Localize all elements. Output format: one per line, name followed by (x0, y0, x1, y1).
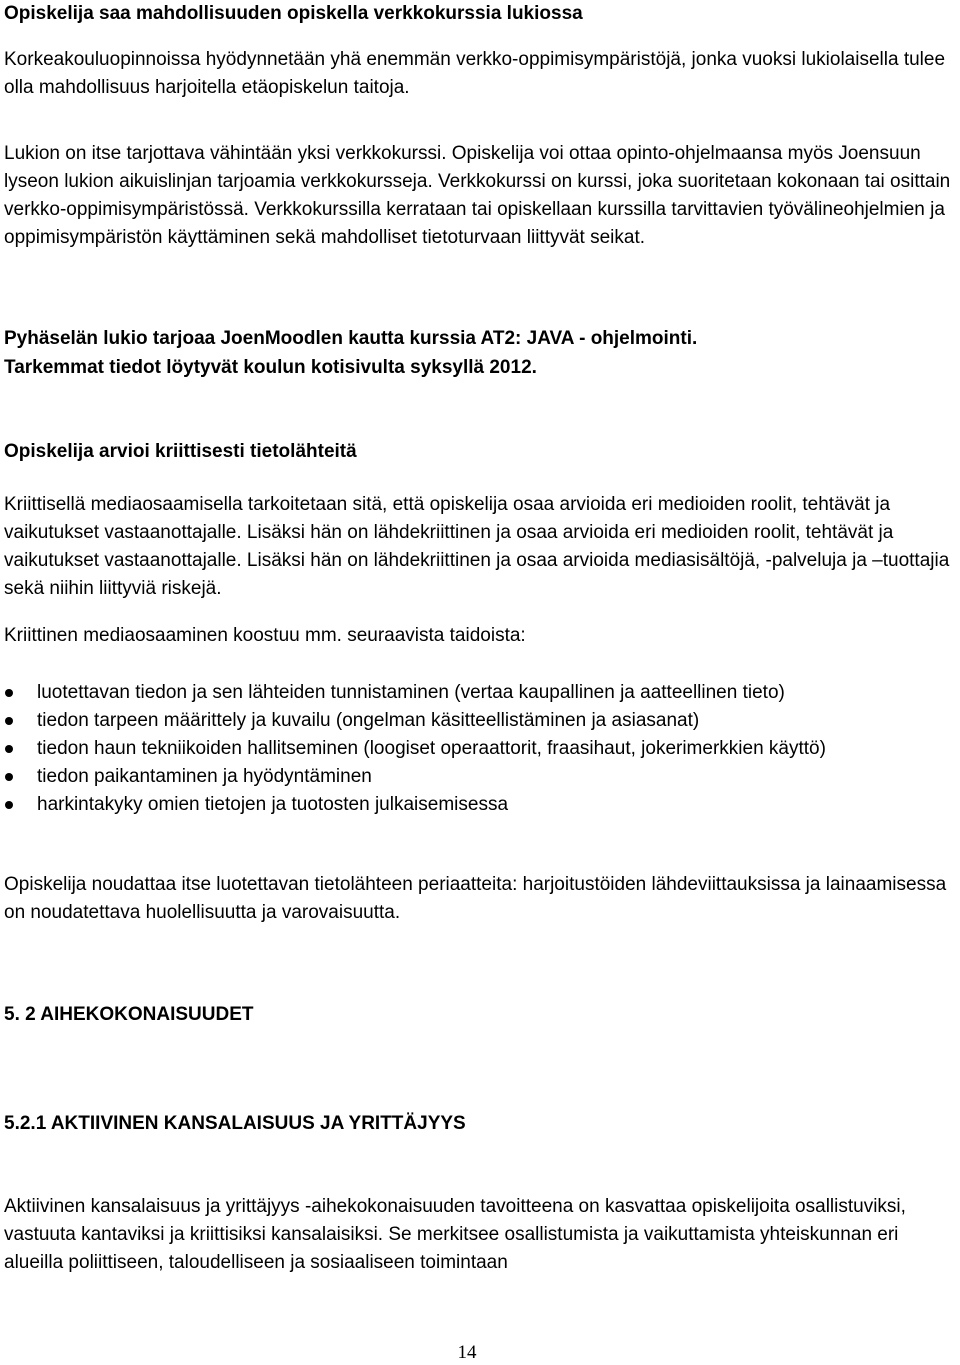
list-item: tiedon haun tekniikoiden hallitseminen (loogiset operaattorit, fraasihaut, jokerimerkkien käyttö) (4, 735, 954, 763)
list-item: tiedon tarpeen määrittely ja kuvailu (ongelman käsitteellistäminen ja asiasanat) (4, 707, 954, 735)
subchapter-heading-aktiivinen-kansalaisuus: 5.2.1 AKTIIVINEN KANSALAISUUS JA YRITTÄJYYS (4, 1113, 466, 1134)
note-more-info: Tarkemmat tiedot löytyvät koulun kotisivulta syksyllä 2012. (4, 357, 537, 378)
note-joenmoodle-course: Pyhäselän lukio tarjoaa JoenMoodlen kautta kurssia AT2: JAVA - ohjelmointi. (4, 328, 698, 349)
paragraph-aktiivinen-kansalaisuus: Aktiivinen kansalaisuus ja yrittäjyys -aihekokonaisuuden tavoitteena on kasvattaa opiskelijoita osallistuviksi, vastuuta kantaviksi ja kriittisiksi kansalaisiksi. Se merkitsee osallistumista ja vaikuttamista yhteiskunnan eri alueilla poliittiseen, taloudelliseen ja sosiaaliseen toimintaan (4, 1196, 906, 1273)
paragraph-verkko-oppimisymparistot: Korkeakouluopinnoissa hyödynnetään yhä enemmän verkko-oppimisympäristöjä, jonka vuoksi lukiolaisella tulee olla mahdollisuus harjoitella etäopiskelun taitoja. (4, 49, 946, 98)
list-item: tiedon paikantaminen ja hyödyntäminen (4, 763, 954, 791)
paragraph-luotettava-lahde: Opiskelija noudattaa itse luotettavan tietolähteen periaatteita: harjoitustöiden lähdeviittauksissa ja lainaamisessa on noudatettava huolellisuutta ja varovaisuutta. (4, 874, 947, 923)
list-item: luotettavan tiedon ja sen lähteiden tunnistaminen (vertaa kaupallinen ja aatteellinen tieto) (4, 679, 954, 707)
section-heading-tietolahteet: Opiskelija arvioi kriittisesti tietolähteitä (4, 441, 357, 462)
paragraph-verkkokurssi-tarjonta: Lukion on itse tarjottava vähintään yksi verkkokurssi. Opiskelija voi ottaa opinto-ohjelmaansa myös Joensuun lyseon lukion aikuislinjan tarjoamia verkkokursseja. Verkkokurssi on kurssi, joka suoritetaan kokonaan tai osittain verkko-oppimisympäristössä. Verkkokurssilla kerrataan tai opiskellaan kurssilla tarvittavien työvälineohjelmien ja oppimisympäristön käyttäminen sekä mahdolliset tietoturvaan liittyvät seikat. (4, 143, 951, 248)
chapter-heading-aihekokonaisuudet: 5. 2 AIHEKOKONAISUUDET (4, 1004, 254, 1025)
paragraph-kriittinen-mediaosaaminen: Kriittisellä mediaosaamisella tarkoitetaan sitä, että opiskelija osaa arvioida eri medioiden roolit, tehtävät ja vaikutukset vastaanottajalle. Lisäksi hän on lähdekriittinen ja osaa arvioida eri medioiden roolit, tehtävät ja vaikutukset vastaanottajalle. Lisäksi hän on lähdekriittinen ja osaa arvioida mediasisältöjä, -palveluja ja –tuottajia sekä niihin liittyviä riskejä. (4, 494, 950, 599)
page-number: 14 (457, 1342, 477, 1363)
section-heading-verkkokurssi: Opiskelija saa mahdollisuuden opiskella verkkokurssia lukiossa (4, 3, 583, 24)
paragraph-taidot-intro: Kriittinen mediaosaaminen koostuu mm. seuraavista taidoista: (4, 625, 526, 646)
list-item: harkintakyky omien tietojen ja tuotosten julkaisemisessa (4, 791, 954, 819)
skills-list (4, 679, 954, 819)
